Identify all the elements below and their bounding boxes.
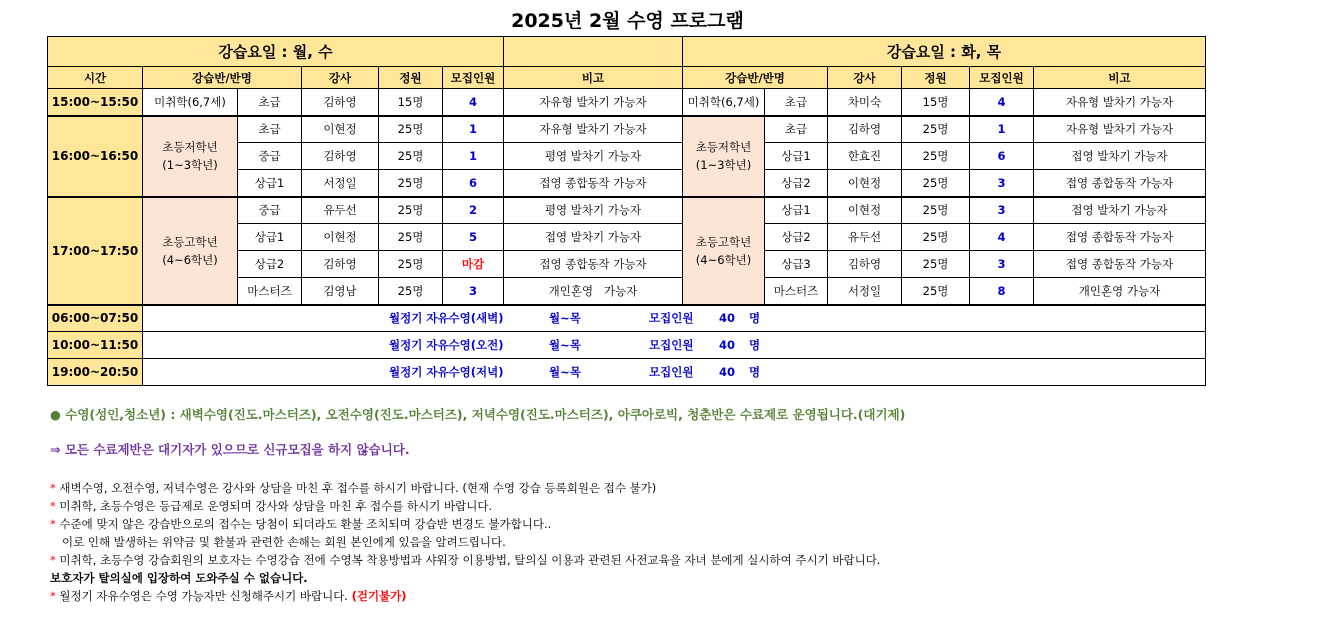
free-swim-count: 40 xyxy=(719,311,736,326)
level-cell: 상급1 xyxy=(765,197,828,224)
col-time: 시간 xyxy=(48,67,143,89)
free-swim-unit: 명 xyxy=(749,365,761,379)
teacher-cell: 이현정 xyxy=(828,170,902,197)
bullet-icon: ● xyxy=(50,407,61,422)
table-row xyxy=(48,332,1206,359)
note-text: 보호자가 탈의실에 입장하여 도와주실 수 없습니다. xyxy=(50,571,308,585)
note-cell: 접영 종합동작 가능자 xyxy=(1034,224,1206,251)
level-cell: 중급 xyxy=(238,143,302,170)
table-row xyxy=(48,116,1206,143)
note-cell: 자유형 발차기 가능자 xyxy=(504,116,683,143)
day-header-row xyxy=(48,37,1206,67)
col-teacher: 강사 xyxy=(302,67,379,89)
note-text: 미취학, 초등수영은 등급제로 운영되며 강사와 상담을 마친 후 접수를 하시기 바랍니다. xyxy=(59,499,493,513)
level-cell: 초급 xyxy=(765,89,828,116)
note-cell: 평영 발차기 가능자 xyxy=(504,197,683,224)
free-swim-name: 월정기 자유수영(저녁) xyxy=(389,365,504,379)
note-cell: 개인혼영 가능자 xyxy=(1034,278,1206,305)
asterisk-icon: * xyxy=(50,481,56,495)
schedule-table xyxy=(47,36,1206,386)
free-swim-cell xyxy=(143,359,1206,386)
note-item xyxy=(50,498,492,514)
note-cell: 접영 종합동작 가능자 xyxy=(1034,170,1206,197)
level-cell: 상급1 xyxy=(238,224,302,251)
level-cell: 초급 xyxy=(765,116,828,143)
free-swim-name: 월정기 자유수영(새벽) xyxy=(389,311,504,326)
level-cell: 상급3 xyxy=(765,251,828,278)
col-teacher: 강사 xyxy=(828,67,902,89)
recruit-cell: 3 xyxy=(970,197,1034,224)
note-item xyxy=(50,480,656,496)
level-cell: 마스터즈 xyxy=(238,278,302,305)
recruit-cell: 3 xyxy=(970,251,1034,278)
capacity-cell: 25명 xyxy=(902,170,970,197)
column-header-row xyxy=(48,67,1206,89)
teacher-cell: 김하영 xyxy=(302,89,379,116)
capacity-cell: 15명 xyxy=(902,89,970,116)
asterisk-icon: * xyxy=(50,517,56,531)
capacity-cell: 25명 xyxy=(902,224,970,251)
teacher-cell: 이현정 xyxy=(828,197,902,224)
free-swim-cell xyxy=(143,332,1206,359)
free-swim-unit: 명 xyxy=(749,338,761,352)
capacity-cell: 25명 xyxy=(379,170,443,197)
capacity-cell: 25명 xyxy=(902,143,970,170)
free-swim-days: 월~목 xyxy=(549,365,581,379)
group-cell: 초등저학년 (1~3학년) xyxy=(683,116,765,197)
group-cell: 초등저학년 (1~3학년) xyxy=(143,116,238,197)
teacher-cell: 차미숙 xyxy=(828,89,902,116)
time-cell: 06:00~07:50 xyxy=(48,305,143,332)
blank-header-cell xyxy=(504,37,683,67)
capacity-cell: 25명 xyxy=(902,251,970,278)
no-walking-note: (걷기불가) xyxy=(351,589,407,603)
note-cell: 자유형 발차기 가능자 xyxy=(504,89,683,116)
no-recruit-note: ⇒ 모든 수료제반은 대기자가 있으므로 신규모집을 하지 않습니다. xyxy=(50,442,410,457)
teacher-cell: 김하영 xyxy=(302,143,379,170)
recruit-cell: 3 xyxy=(970,170,1034,197)
note-text: 미취학, 초등수영 강습회원의 보호자는 수영강습 전에 수영복 착용방법과 샤워장 이용방법, 탈의실 이용과 관련된 사전교육을 자녀 분에게 실시하여 주시기 바랍니다. xyxy=(59,553,881,567)
note-text: 새벽수영, 오전수영, 저녁수영은 강사와 상담을 마친 후 접수를 하시기 바랍니다. (현재 수영 강습 등록회원은 접수 불가) xyxy=(59,481,657,495)
free-swim-count: 40 xyxy=(719,338,736,352)
note-text: 이로 인해 발생하는 위약금 및 환불과 관련한 손해는 회원 본인에게 있음을 알려드립니다. xyxy=(62,535,506,549)
left-day-header: 강습요일 : 월, 수 xyxy=(48,37,504,67)
adult-note xyxy=(50,405,905,423)
level-cell: 상급1 xyxy=(765,143,828,170)
note-cell: 개인혼영 가능자 xyxy=(504,278,683,305)
level-cell: 초급 xyxy=(238,116,302,143)
level-cell: 상급2 xyxy=(238,251,302,278)
recruit-cell: 5 xyxy=(443,224,504,251)
table-row xyxy=(48,89,1206,116)
group-cell: 미취학(6,7세) xyxy=(683,89,765,116)
level-cell: 상급1 xyxy=(238,170,302,197)
time-cell: 19:00~20:50 xyxy=(48,359,143,386)
teacher-cell: 서정일 xyxy=(828,278,902,305)
note-cell: 자유형 발차기 가능자 xyxy=(1034,89,1206,116)
recruit-cell: 4 xyxy=(443,89,504,116)
asterisk-icon: * xyxy=(50,589,56,603)
col-capacity: 정원 xyxy=(379,67,443,89)
group-cell: 초등고학년 (4~6학년) xyxy=(683,197,765,305)
level-cell: 마스터즈 xyxy=(765,278,828,305)
capacity-cell: 25명 xyxy=(379,116,443,143)
free-swim-days: 월~목 xyxy=(549,311,581,326)
free-swim-label: 모집인원 xyxy=(649,365,694,379)
table-row xyxy=(48,305,1206,332)
recruit-closed-cell: 마감 xyxy=(443,251,504,278)
right-day-header: 강습요일 : 화, 목 xyxy=(683,37,1206,67)
capacity-cell: 25명 xyxy=(379,143,443,170)
capacity-cell: 25명 xyxy=(379,224,443,251)
free-swim-cell xyxy=(143,305,1206,332)
note-text: 월정기 자유수영은 수영 가능자만 신청해주시기 바랍니다. xyxy=(59,589,348,603)
col-recruit: 모집인원 xyxy=(970,67,1034,89)
time-cell: 10:00~11:50 xyxy=(48,332,143,359)
note-item xyxy=(50,588,407,604)
capacity-cell: 25명 xyxy=(379,197,443,224)
recruit-cell: 6 xyxy=(970,143,1034,170)
recruit-cell: 2 xyxy=(443,197,504,224)
note-item xyxy=(50,516,551,532)
capacity-cell: 25명 xyxy=(902,116,970,143)
note-cell: 접영 발차기 가능자 xyxy=(1034,143,1206,170)
free-swim-name: 월정기 자유수영(오전) xyxy=(389,338,504,352)
note-cell: 자유형 발차기 가능자 xyxy=(1034,116,1206,143)
page-title: 2025년 2월 수영 프로그램 xyxy=(511,10,744,32)
note-cell: 접영 종합동작 가능자 xyxy=(504,170,683,197)
time-cell: 15:00~15:50 xyxy=(48,89,143,116)
note-text: 수준에 맞지 않은 강습반으로의 접수는 당첨이 되더라도 환불 조치되며 강습반 변경도 불가합니다.. xyxy=(59,517,552,531)
table-row xyxy=(48,359,1206,386)
note-cell: 평영 발차기 가능자 xyxy=(504,143,683,170)
table-row xyxy=(48,197,1206,224)
teacher-cell: 이현정 xyxy=(302,224,379,251)
col-recruit: 모집인원 xyxy=(443,67,504,89)
free-swim-days: 월~목 xyxy=(549,338,581,352)
group-cell: 미취학(6,7세) xyxy=(143,89,238,116)
time-cell: 16:00~16:50 xyxy=(48,116,143,197)
teacher-cell: 한효진 xyxy=(828,143,902,170)
recruit-cell: 8 xyxy=(970,278,1034,305)
adult-note-text: 수영(성인,청소년) : 새벽수영(진도.마스터즈), 오전수영(진도.마스터즈), 저녁수영(진도.마스터즈), 아쿠아로빅, 청춘반은 수료제로 운영됩니다.(대기제) xyxy=(65,407,906,422)
recruit-cell: 1 xyxy=(443,116,504,143)
recruit-cell: 4 xyxy=(970,89,1034,116)
group-cell: 초등고학년 (4~6학년) xyxy=(143,197,238,305)
free-swim-label: 모집인원 xyxy=(649,311,694,326)
col-capacity: 정원 xyxy=(902,67,970,89)
teacher-cell: 유두선 xyxy=(828,224,902,251)
note-item xyxy=(50,552,880,568)
level-cell: 상급2 xyxy=(765,170,828,197)
asterisk-icon: * xyxy=(50,553,56,567)
capacity-cell: 25명 xyxy=(379,278,443,305)
free-swim-unit: 명 xyxy=(749,311,761,326)
note-cell: 접영 종합동작 가능자 xyxy=(504,251,683,278)
teacher-cell: 김하영 xyxy=(828,251,902,278)
capacity-cell: 25명 xyxy=(379,251,443,278)
note-cell: 접영 발차기 가능자 xyxy=(1034,197,1206,224)
capacity-cell: 25명 xyxy=(902,197,970,224)
asterisk-icon: * xyxy=(50,499,56,513)
teacher-cell: 서정일 xyxy=(302,170,379,197)
teacher-cell: 김영남 xyxy=(302,278,379,305)
col-class: 강습반/반명 xyxy=(683,67,828,89)
time-cell: 17:00~17:50 xyxy=(48,197,143,305)
level-cell: 중급 xyxy=(238,197,302,224)
note-cell: 접영 발차기 가능자 xyxy=(504,224,683,251)
recruit-cell: 1 xyxy=(443,143,504,170)
capacity-cell: 25명 xyxy=(902,278,970,305)
recruit-cell: 1 xyxy=(970,116,1034,143)
level-cell: 상급2 xyxy=(765,224,828,251)
note-cell: 접영 종합동작 가능자 xyxy=(1034,251,1206,278)
teacher-cell: 김하영 xyxy=(302,251,379,278)
teacher-cell: 김하영 xyxy=(828,116,902,143)
recruit-cell: 4 xyxy=(970,224,1034,251)
col-note: 비고 xyxy=(1034,67,1206,89)
level-cell: 초급 xyxy=(238,89,302,116)
col-note: 비고 xyxy=(504,67,683,89)
col-class: 강습반/반명 xyxy=(143,67,302,89)
capacity-cell: 15명 xyxy=(379,89,443,116)
free-swim-count: 40 xyxy=(719,365,736,379)
free-swim-label: 모집인원 xyxy=(649,338,694,352)
recruit-cell: 6 xyxy=(443,170,504,197)
teacher-cell: 유두선 xyxy=(302,197,379,224)
teacher-cell: 이현정 xyxy=(302,116,379,143)
recruit-cell: 3 xyxy=(443,278,504,305)
